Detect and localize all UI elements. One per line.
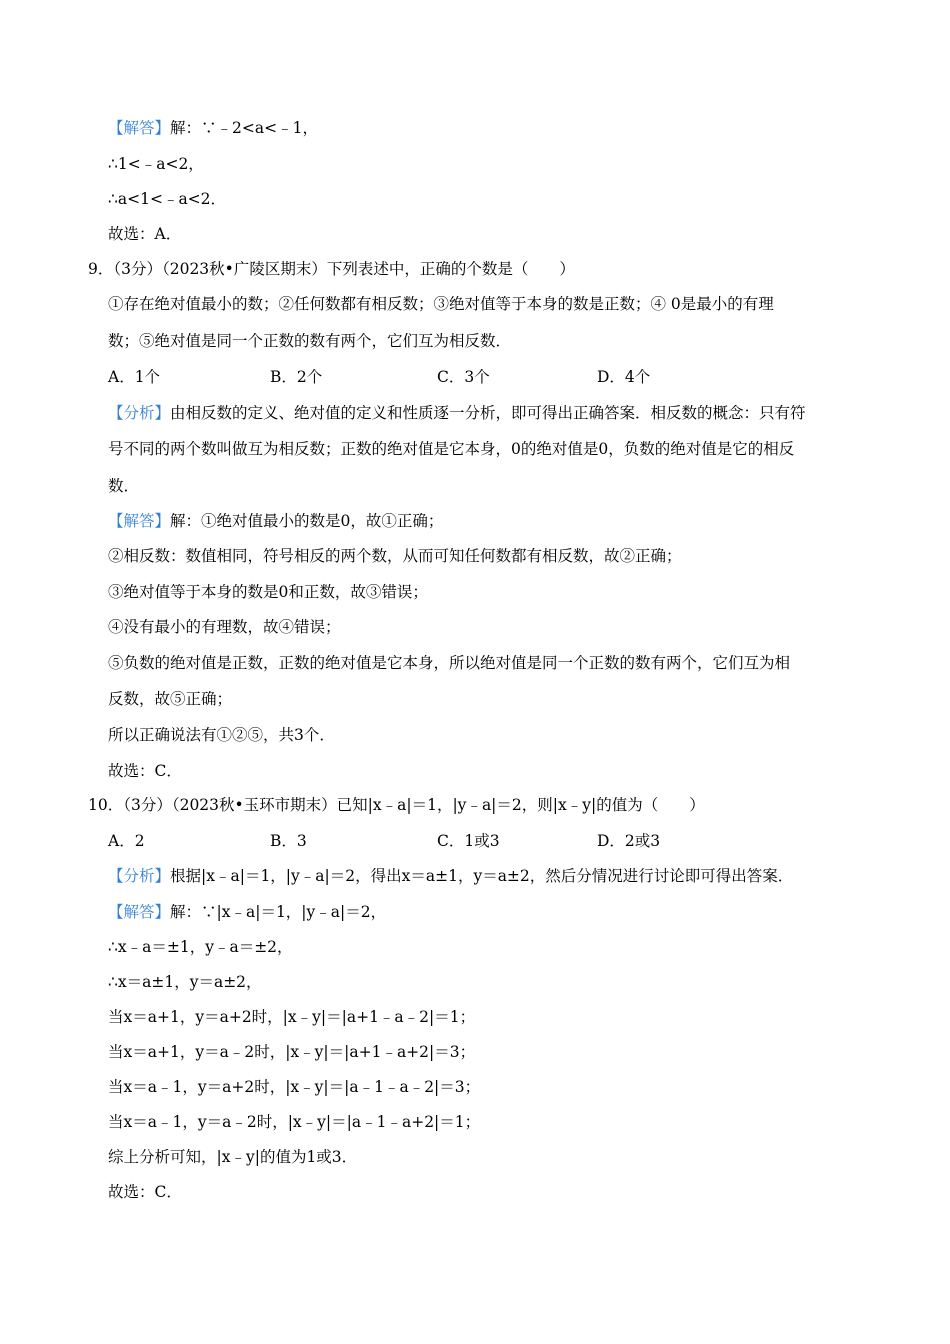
q9-analysis-line-3: 数．	[108, 477, 140, 495]
q10-solution-line-2: ∴x﹣a＝±1，y﹣a＝±2，	[108, 938, 293, 956]
q9-solution-line-1	[108, 511, 443, 531]
q8-solution-line-3: ∴a<1<﹣a<2．	[108, 190, 227, 208]
q8-solution-line-2: ∴1<﹣a<2，	[108, 155, 204, 173]
q10-option-c: C．1或3	[437, 832, 500, 850]
q9-solution-line-2: ②相反数：数值相同，符号相反的两个数，从而可知任何数都有相反数，故②正确；	[108, 547, 682, 565]
q10-solution-line-4: 当x＝a+1，y＝a+2时，|x﹣y|＝|a+1﹣a﹣2|＝1；	[108, 1008, 476, 1026]
q9-analysis-line-1	[108, 403, 806, 423]
q8-solution-answer: 故选：A．	[108, 225, 182, 243]
q10-stem: 10．（3分）（2023秋•玉环市期末）已知|x﹣a|＝1，|y﹣a|＝2，则|x﹣y|的值为（ ）	[88, 796, 705, 814]
q10-analysis-line	[108, 866, 793, 886]
q10-option-b: B．3	[270, 832, 307, 850]
q9-option-a: A．1个	[108, 368, 161, 386]
q10-solution-line-1	[108, 902, 386, 922]
q9-solution-line-6: 反数，故⑤正确；	[108, 690, 233, 708]
q9-solution-line-5: ⑤负数的绝对值是正数，正数的绝对值是它本身，所以绝对值是同一个正数的数有两个，它们互为相	[108, 654, 791, 672]
q9-analysis-text-1: 由相反数的定义、绝对值的定义和性质逐一分析，即可得出正确答案．相反数的概念：只有符	[170, 404, 806, 422]
q10-solution-line-3: ∴x＝a±1，y＝a±2，	[108, 973, 262, 991]
q10-analysis-tag: 【分析】	[108, 867, 171, 885]
q8-solution-tag: 【解答】	[108, 119, 171, 137]
q9-solution-answer: 故选：C．	[108, 762, 182, 780]
q9-analysis-line-2: 号不同的两个数叫做互为相反数；正数的绝对值是它本身，0的绝对值是0，负数的绝对值是它的相反	[108, 440, 795, 458]
q10-solution-line-5: 当x＝a+1，y＝a﹣2时，|x﹣y|＝|a+1﹣a+2|＝3；	[108, 1043, 476, 1061]
q9-statement-line-1: ①存在绝对值最小的数；②任何数都有相反数；③绝对值等于本身的数是正数；④ 0是最小的有理	[108, 295, 774, 313]
q10-solution-answer: 故选：C．	[108, 1183, 182, 1201]
q9-solution-text-1: 解：①绝对值最小的数是0，故①正确；	[170, 512, 444, 530]
q10-solution-text-1: 解：∵|x﹣a|＝1，|y﹣a|＝2，	[170, 903, 387, 921]
q9-solution-tag: 【解答】	[108, 512, 171, 530]
q9-option-b: B．2个	[270, 368, 323, 386]
q9-solution-line-4: ④没有最小的有理数，故④错误；	[108, 618, 341, 636]
q9-statement-line-2: 数；⑤绝对值是同一个正数的数有两个，它们互为相反数．	[108, 332, 512, 350]
q9-solution-line-7: 所以正确说法有①②⑤，共3个．	[108, 726, 335, 744]
q10-option-d: D．2或3	[597, 832, 661, 850]
q9-stem: 9．（3分）（2023秋•广陵区期末）下列表述中，正确的个数是（ ）	[88, 260, 575, 278]
q9-option-c: C．3个	[437, 368, 490, 386]
q9-solution-line-3: ③绝对值等于本身的数是0和正数，故③错误；	[108, 583, 428, 601]
q10-solution-line-7: 当x＝a﹣1，y＝a﹣2时，|x﹣y|＝|a﹣1﹣a+2|＝1；	[108, 1113, 481, 1131]
q10-option-a: A．2	[108, 832, 145, 850]
q10-solution-tag: 【解答】	[108, 903, 171, 921]
q8-solution-text-1: 解：∵﹣2<a<﹣1，	[170, 119, 318, 137]
q10-analysis-text: 根据|x﹣a|＝1，|y﹣a|＝2，得出x＝a±1，y＝a±2，然后分情况进行讨论即可得出答案．	[170, 867, 794, 885]
q10-solution-line-6: 当x＝a﹣1，y＝a+2时，|x﹣y|＝|a﹣1﹣a﹣2|＝3；	[108, 1078, 481, 1096]
q8-solution-line-1	[108, 118, 318, 138]
q9-analysis-tag: 【分析】	[108, 404, 171, 422]
q10-solution-line-8: 综上分析可知，|x﹣y|的值为1或3．	[108, 1148, 358, 1166]
q9-option-d: D．4个	[597, 368, 651, 386]
